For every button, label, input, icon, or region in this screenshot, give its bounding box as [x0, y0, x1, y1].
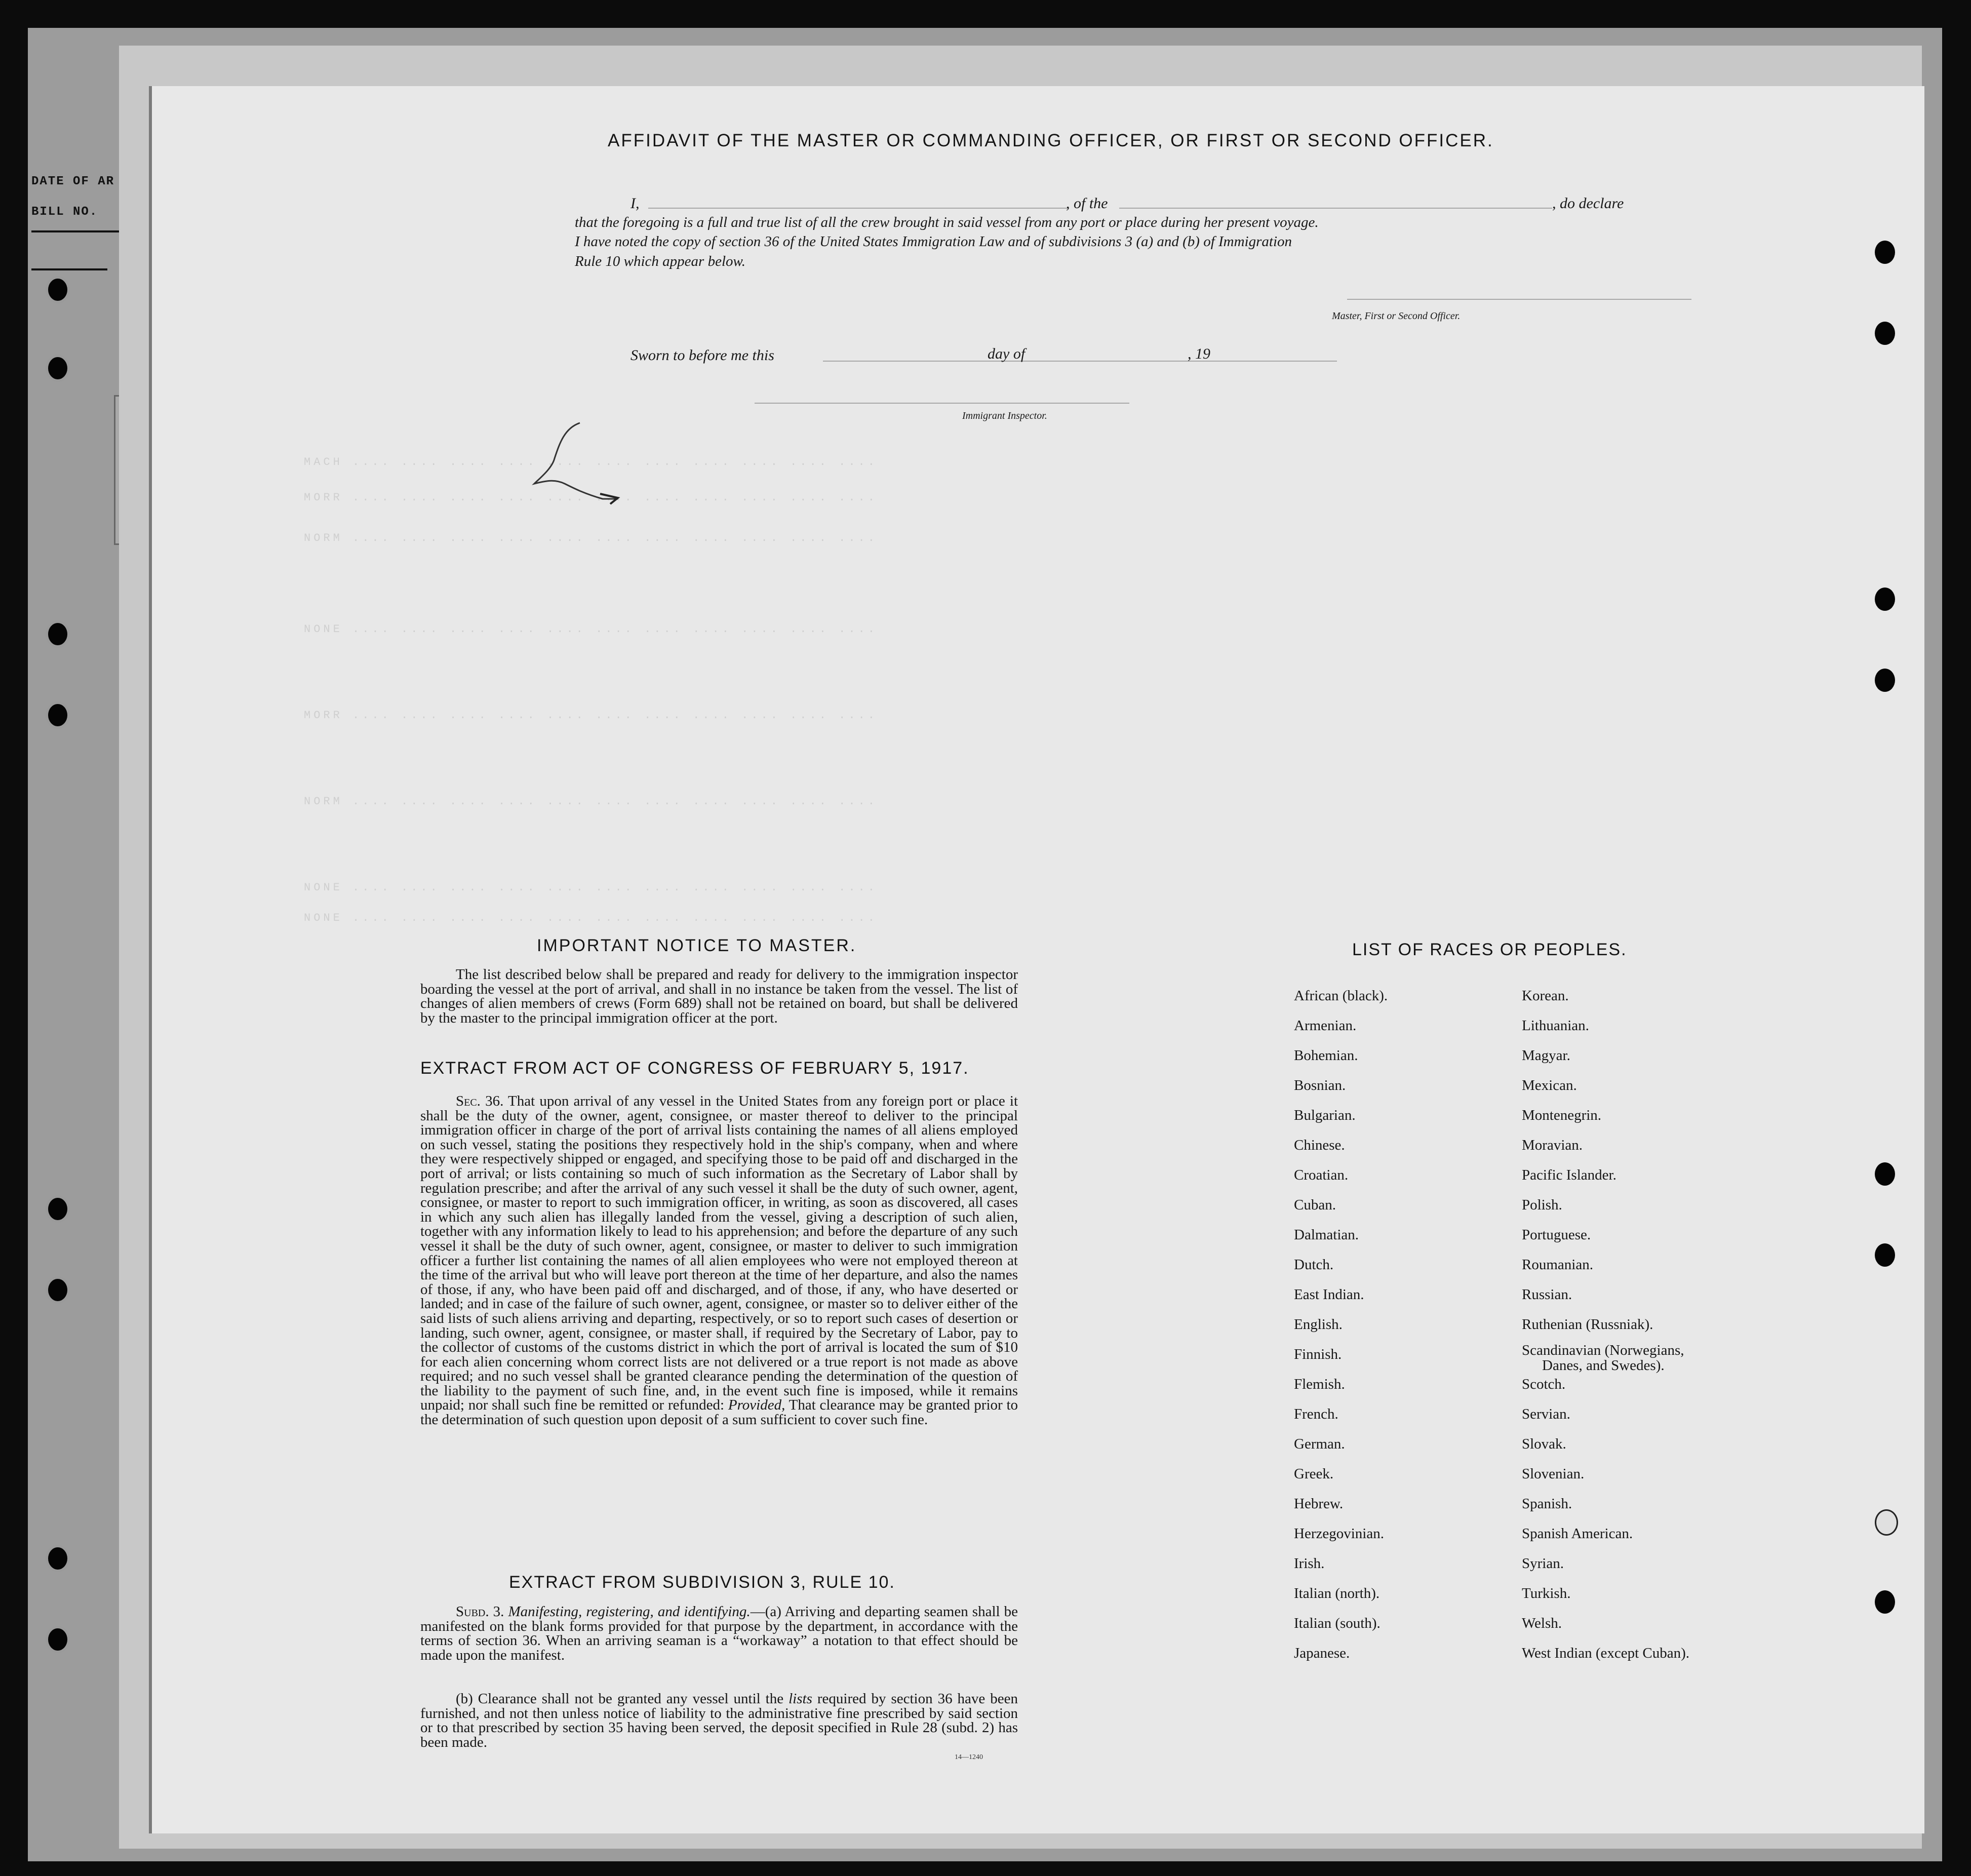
punch-hole: [1875, 1590, 1895, 1614]
punch-hole: [46, 355, 70, 382]
race-item: Ruthenian (Russniak).: [1522, 1316, 1653, 1333]
race-item: Italian (south).: [1294, 1615, 1381, 1631]
rule-para-a-body: —(a) Arriving and departing seamen shall be manifested on the blank forms provided for that purpose by the department, in accordance with the terms of section 36. When an arriving seaman is a “workaway” a notation to that effect should be made upon the manifest.: [420, 1604, 1018, 1663]
race-item: Finnish.: [1294, 1346, 1342, 1362]
notice-text: The list described below shall be prepared and ready for delivery to the immigration inspector boarding the vessel at the port of arrival, and shall in no instance be taken from the vessel. The list of changes of alien members of crews (Form 689) shall not be retained on board, but shall be delivered by the master to the principal immigration officer at the port.: [420, 966, 1018, 1026]
year-text: , 19: [1188, 345, 1210, 362]
race-item: Russian.: [1522, 1286, 1572, 1303]
affidavit-of-the: , of the: [1066, 195, 1108, 212]
race-item: Montenegrin.: [1522, 1107, 1602, 1123]
race-item: English.: [1294, 1316, 1343, 1333]
rule-para-b-end: required by section 36 have been furnished, and not then unless notice of liability to the administrative fine prescribed by said section or to that prescribed by section 35 having been served, the deposit specified in Rule 28 (subd. 2) has been made.: [420, 1691, 1018, 1750]
notice-title: IMPORTANT NOTICE TO MASTER.: [537, 936, 857, 955]
race-item: Lithuanian.: [1522, 1018, 1589, 1034]
race-item: Mexican.: [1522, 1077, 1577, 1093]
race-item: Japanese.: [1294, 1645, 1350, 1661]
punch-hole: [1875, 322, 1895, 345]
race-item: Slovenian.: [1522, 1466, 1585, 1482]
race-item: Moravian.: [1522, 1137, 1583, 1153]
race-item: East Indian.: [1294, 1286, 1364, 1303]
vessel-blank[interactable]: [1119, 208, 1552, 209]
punch-hole: [46, 1276, 70, 1304]
day-of-text: day of: [988, 345, 1026, 362]
race-item: Cuban.: [1294, 1197, 1336, 1213]
race-item: Bohemian.: [1294, 1047, 1358, 1064]
rule-para-a: [420, 1605, 1018, 1662]
race-item: Scandinavian (Norwegians,: [1522, 1342, 1684, 1358]
race-item: West Indian (except Cuban).: [1522, 1645, 1690, 1661]
race-item: French.: [1294, 1406, 1338, 1422]
punch-hole: [46, 1545, 70, 1572]
section-36-proviso: That clearance may be granted prior to the determination of such question upon deposit of a sum sufficient to cover such fine.: [420, 1397, 1018, 1428]
extract-rule-title: EXTRACT FROM SUBDIVISION 3, RULE 10.: [509, 1573, 895, 1592]
sworn-text: Sworn to before me this: [630, 347, 774, 364]
race-item: Croatian.: [1294, 1167, 1349, 1183]
section-label: Sec. 36.: [456, 1093, 504, 1109]
race-item: Dalmatian.: [1294, 1227, 1359, 1243]
affidavit-line-4: Rule 10 which appear below.: [575, 253, 745, 269]
stub-date-label: DATE OF AR: [31, 175, 115, 188]
extract-act-title: EXTRACT FROM ACT OF CONGRESS OF FEBRUARY 5, 1917.: [420, 1059, 969, 1078]
race-item: Chinese.: [1294, 1137, 1345, 1153]
rule-para-b: [420, 1692, 1018, 1749]
race-item: Pacific Islander.: [1522, 1167, 1617, 1183]
punch-hole: [46, 701, 70, 729]
affidavit-line-3: I have noted the copy of section 36 of the United States Immigration Law and of subdivisions 3 (a) and (b) of Immigration: [575, 233, 1292, 250]
race-item: Armenian.: [1294, 1018, 1357, 1034]
race-item: Flemish.: [1294, 1376, 1345, 1392]
provided-word: Provided,: [728, 1397, 785, 1414]
race-item: Greek.: [1294, 1466, 1334, 1482]
affidavit-line-2: that the foregoing is a full and true list of all the crew brought in said vessel from any port or place during her present voyage.: [575, 214, 1319, 230]
race-item: Turkish.: [1522, 1585, 1571, 1601]
race-item: Herzegovinian.: [1294, 1526, 1384, 1542]
master-signature-line[interactable]: [1347, 299, 1691, 300]
pencil-scribble: [529, 418, 641, 509]
race-item: Spanish American.: [1522, 1526, 1633, 1542]
race-item: Bosnian.: [1294, 1077, 1346, 1093]
race-item: Bulgarian.: [1294, 1107, 1356, 1123]
race-item: Irish.: [1294, 1555, 1325, 1572]
affidavit-i: I,: [630, 195, 640, 212]
race-item: Dutch.: [1294, 1257, 1334, 1273]
form-code: 14—1240: [955, 1753, 983, 1761]
race-item: African (black).: [1294, 988, 1388, 1004]
race-item: Servian.: [1522, 1406, 1570, 1422]
punch-hole: [1875, 1243, 1895, 1267]
punch-hole: [1875, 669, 1895, 692]
subdivision-label: Subd. 3.: [456, 1604, 504, 1620]
race-item: Polish.: [1522, 1197, 1562, 1213]
affidavit-do-declare: , do declare: [1552, 195, 1624, 212]
punch-hole: [1875, 588, 1895, 611]
race-item: Slovak.: [1522, 1436, 1566, 1452]
race-item: Danes, and Swedes).: [1542, 1357, 1665, 1374]
race-item: German.: [1294, 1436, 1345, 1452]
races-title: LIST OF RACES OR PEOPLES.: [1352, 940, 1627, 959]
punch-hole: [1875, 1509, 1898, 1536]
race-item: Roumanian.: [1522, 1257, 1593, 1273]
punch-hole: [1875, 1162, 1895, 1186]
race-item: Italian (north).: [1294, 1585, 1380, 1601]
race-item: Syrian.: [1522, 1555, 1564, 1572]
race-item: Korean.: [1522, 988, 1569, 1004]
stub-bill-label: BILL NO.: [31, 205, 98, 219]
punch-hole: [46, 276, 70, 303]
lists-word: lists: [789, 1691, 812, 1707]
rule-para-b-start: (b) Clearance shall not be granted any vessel until the: [456, 1691, 784, 1707]
stub-rule-1: [31, 230, 133, 232]
punch-hole: [46, 1626, 70, 1653]
master-signature-label: Master, First or Second Officer.: [1332, 310, 1461, 322]
inspector-signature-line[interactable]: [755, 403, 1129, 404]
extract-act-text: [420, 1094, 1018, 1427]
manifest-page: MACH .... .... .... .... .... .... .... .... .... .... .... MORR .... .... .... .... .... .... .... .... .... .... .... NORM .... .... .... .... .... .... .... .... .... .... .... NONE .... .... .... .... .... .... .... .... .... .... .... MORR .... .... .... .... .... .... .... .... .... .... .... NORM .... .... .... .... .... .... .... .... .... .... .... NONE .... .... .... .... .... .... .... .... .... .... .... NONE .... .... .... .... .... .... .... .... .... .... .... AFFIDAVIT OF THE MASTER OR COMMANDING OFFICER, OR FIRST OR SECOND OFFICER. I, , of the , do declare that the foregoing is a full and true list of all the crew brought in said vessel from any port or place during her present voyage. I have noted the copy of section 36 of the United States Immigration Law and of subdivisions 3 (a) and (b) of Immigration Rule 10 which appear below. Master, First or Second Officer. Sworn to before me this day of , 19 Immigrant Inspector. IMPORTANT NOTICE TO MASTER. The list described below shall be prepared and ready for delivery to the immigration inspector boarding the vessel at the port of arrival, and shall in no instance be taken from the vessel. The list of changes of alien members of crews (Form 689) shall not be retained on board, but shall be delivered by the master to the principal immigration officer at the port. EXTRACT FROM ACT OF CONGRESS OF FEBRUARY 5, 1917. Sec. 36. That upon arrival of any vessel in the United States from any foreign port or place it shall be the duty of the owner, agent, consignee, or master thereof to deliver to the principal immigration officer in charge of the port of arrival lists containing the names of all aliens employed on such vessel, stating the positions they respectively hold in the ship's company, when and where they were respectively shipped or engaged, and specifying those to be paid off and discharged in the port of arrival; or lists containing so much of such information as the Secretary of Labor shall by regulation prescribe; and after the arrival of any such vessel it shall be the duty of such owner, agent, consignee, or master to report to such immigration officer, in writing, as soon as discovered, all cases in which any such alien has illegally landed from the vessel, giving a description of such alien, together with any information likely to lead to his apprehension; and before the departure of any such vessel it shall be the duty of such owner, agent, consignee, or master to deliver to such immigration officer a further list containing the names of all alien employees who were not employed thereon at the time of the arrival but who will leave port thereon at the time of her departure, and also the names of those, if any, who have been paid off and discharged, and of those, if any, who have deserted or landed; and in case of the failure of such owner, agent, consignee, or master so to deliver either of the said lists of such aliens arriving and departing, respectively, or so to report such cases of desertion or landing, such owner, agent, consignee, or master shall, if required by the Secretary of Labor, pay to the collector of customs of the customs district in which the port of arrival is located the sum of $10 for each alien concerning whom correct lists are not delivered or a true report is not made as above required; and no such vessel shall be granted clearance pending the determination of the question of the liability to the payment of such fine, and, in the event such fine is imposed, while it remains unpaid; nor shall such fine be remitted or refunded: Provided, That clearance may be granted prior to the determination of such question upon deposit of a sum sufficient to cover such fine. EXTRACT FROM SUBDIVISION 3, RULE 10. Subd. 3. Manifesting, registering, and identifying.—(a) Arriving and departing seamen shall be manifested on the blank forms provided for that purpose by the department, in accordance with the terms of section 36. When an arriving seaman is a “workaway” a notation to that effect should be made upon the manifest. (b) Clearance shall not be granted any vessel until the lists required by section 36 have been furnished, and not then unless notice of liability to the administrative fine prescribed by said section or to that prescribed by section 35 having been served, the deposit specified in Rule 28 (subd. 2) has been made. 14—1240 LIST OF RACES OR PEOPLES. African (black). Armenian. Bohemian. Bosnian. Bulgarian. Chinese. Croatian. Cuban. Dalmatian. Dutch. East Indian. English. Finnish. Flemish. French. German. Greek. Hebrew. Herzegovinian. Irish. Italian (north). Italian (south). Japanese. Korean. Lithuanian. Magyar. Mexican. Montenegrin. Moravian. Pacific Islander. Polish. Portuguese. Roumanian. Russian. Ruthenian (Russniak). Scandinavian (Norwegians, Danes, and Swedes). Scotch. Servian. Slovak. Slovenian. Spanish. Spanish American. Syrian. Turkish. Welsh. West Indian (except Cuban).: [152, 86, 1924, 1833]
race-item: Magyar.: [1522, 1047, 1570, 1064]
race-item: Welsh.: [1522, 1615, 1562, 1631]
inspector-signature-label: Immigrant Inspector.: [962, 410, 1047, 421]
stub-rule-2: [31, 268, 107, 270]
race-item: Hebrew.: [1294, 1496, 1344, 1512]
subdivision-title: Manifesting, registering, and identifying.: [508, 1604, 751, 1620]
race-item: Portuguese.: [1522, 1227, 1591, 1243]
punch-hole: [46, 620, 70, 648]
punch-hole: [1875, 241, 1895, 264]
race-item: Scotch.: [1522, 1376, 1566, 1392]
punch-hole: [46, 1195, 70, 1223]
name-blank[interactable]: [648, 208, 1069, 209]
race-item: Spanish.: [1522, 1496, 1572, 1512]
section-36-body: That upon arrival of any vessel in the United States from any foreign port or place it shall be the duty of the owner, agent, consignee, or master thereof to deliver to the principal immigration officer in charge of the port of arrival lists containing the names of all aliens employed on such vessel, stating the positions they respectively hold in the ship's company, when and where they were respectively shipped or engaged, and specifying those to be paid off and discharged in the port of arrival; or lists containing so much of such information as the Secretary of Labor shall by regulation prescribe; and after the arrival of any such vessel it shall be the duty of such owner, agent, consignee, or master to report to such immigration officer, in writing, as soon as discovered, all cases in which any such alien has illegally landed from the vessel, giving a description of such alien, together with any information likely to lead to his apprehension; and before the departure of any such vessel it shall be the duty of such owner, agent, consignee, or master to deliver to such immigration officer a further list containing the names of all alien employees who were not employed thereon at the time of the arrival but who will leave port thereon at the time of her departure, and also the names of those, if any, who have been paid off and discharged, and of those, if any, who have deserted or landed; and in case of the failure of such owner, agent, consignee, or master so to deliver either of the said lists of such aliens arriving and departing, respectively, or so to report such cases of desertion or landing, such owner, agent, consignee, or master shall, if required by the Secretary of Labor, pay to the collector of customs of the customs district in which the port of arrival is located the sum of $10 for each alien concerning whom correct lists are not delivered or a true report is not made as above required; and no such vessel shall be granted clearance pending the determination of the question of the liability to the payment of such fine, and, in the event such fine is imposed, while it remains unpaid; nor shall such fine be remitted or refunded:: [420, 1093, 1018, 1414]
affidavit-title: AFFIDAVIT OF THE MASTER OR COMMANDING OFFICER, OR FIRST OR SECOND OFFICER.: [608, 131, 1494, 150]
